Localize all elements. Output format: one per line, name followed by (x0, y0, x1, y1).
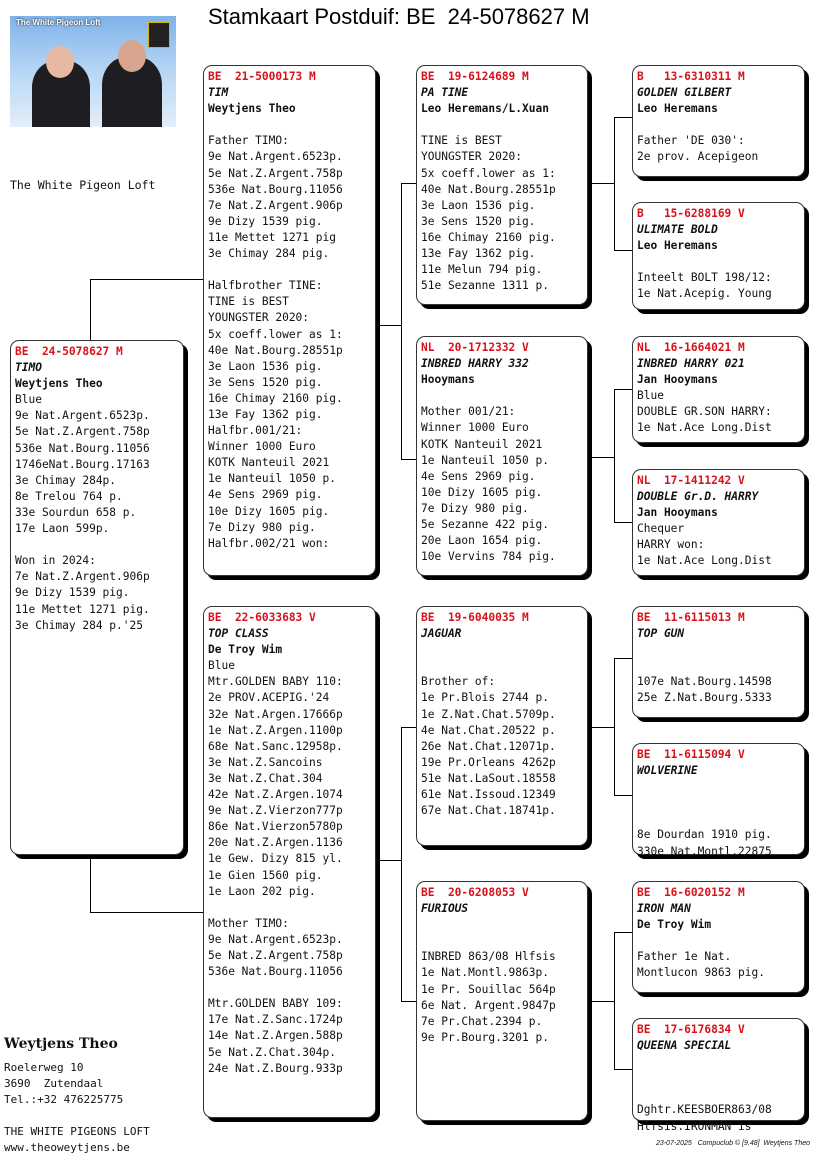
page-title: Stamkaart Postduif: BE 24-5078627 M (208, 4, 590, 29)
connector (614, 522, 632, 523)
result-line: 11e Melun 794 pig. (421, 263, 543, 277)
result-line: 1e Pr. Souillac 564p (421, 982, 556, 996)
result-line: DOUBLE GR.SON HARRY: (637, 405, 772, 419)
result-line (208, 262, 371, 278)
pigeon-name: JAGUAR (421, 627, 462, 641)
result-line: Winner 1000 Euro (421, 421, 529, 435)
result-line: Blue (208, 659, 235, 673)
result-line: 40e Nat.Bourg.28551p (421, 182, 556, 196)
result-line: 9e Dizy 1539 pig. (208, 214, 323, 228)
connector (90, 855, 91, 912)
result-line (208, 900, 371, 916)
pigeon-name: IRON MAN (637, 902, 691, 916)
person-left-head (46, 46, 74, 78)
pigeon-card-grandfather-maternal (416, 606, 588, 846)
pigeon-name: TIMO (15, 361, 42, 375)
result-line: 51e Nat.LaSout.18558 (421, 771, 556, 785)
result-line: 1e Nat.Acepig. Young (637, 287, 772, 301)
connector (588, 457, 614, 458)
result-line: 13e Fay 1362 pig. (421, 247, 536, 261)
ring-number: BE 16-6020152 M (637, 886, 745, 899)
result-line: 11e Mettet 1271 pig (208, 230, 336, 244)
result-line: 536e Nat.Bourg.11056 (208, 965, 343, 979)
result-line (208, 980, 371, 996)
result-line: 9e Nat.Argent.6523p. (208, 150, 343, 164)
ring-number: BE 19-6124689 M (421, 70, 529, 83)
connector (614, 795, 632, 796)
result-line: 330e Nat.Montl.22875 (637, 844, 772, 858)
connector (401, 727, 402, 1001)
result-line: 3e Chimay 284 pig. (208, 247, 330, 261)
result-line: 6e Nat. Argent.9847p (421, 998, 556, 1012)
ring-number: BE 20-6208053 V (421, 886, 529, 899)
result-line (637, 1086, 800, 1102)
result-line (15, 537, 179, 553)
result-line: Chequer (637, 522, 685, 536)
pigeon-name: TOP CLASS (208, 627, 269, 641)
result-line: 4e Sens 2969 pig. (421, 469, 536, 483)
connector (376, 860, 402, 861)
connector (614, 658, 632, 659)
result-line: 14e Nat.Z.Argen.588p (208, 1029, 343, 1043)
breeder-name: Jan Hooymans (637, 373, 718, 387)
result-line: 1e Nanteuil 1050 p. (208, 472, 336, 486)
pigeon-card-ggp-7 (632, 881, 805, 993)
pigeon-name: GOLDEN GILBERT (637, 86, 732, 100)
owner-city: 3690 Zutendaal (4, 1077, 104, 1090)
result-line: 20e Nat.Z.Argen.1136 (208, 836, 343, 850)
pigeon-card-grandmother-paternal (416, 336, 588, 576)
result-line: 1746eNat.Bourg.17163 (15, 457, 150, 471)
result-line: Brother of: (421, 675, 496, 689)
result-line: 51e Sezanne 1311 p. (421, 279, 549, 293)
result-line: Father 'DE 030': (637, 134, 745, 148)
result-line: Winner 1000 Euro (208, 440, 316, 454)
connector (376, 325, 402, 326)
ring-number: BE 11-6115013 M (637, 611, 745, 624)
result-line: 3e Chimay 284 p.'25 (15, 618, 143, 632)
result-line: 536e Nat.Bourg.11056 (15, 441, 150, 455)
result-line: 5e Nat.Z.Argent.758p (208, 166, 343, 180)
result-line: 4e Nat.Chat.20522 p. (421, 723, 556, 737)
breeder-name: Leo Heremans/L.Xuan (421, 102, 549, 116)
connector (614, 117, 615, 250)
result-line (637, 795, 800, 811)
result-line: 9e Pr.Bourg.3201 p. (421, 1030, 549, 1044)
result-line: 5e Nat.Z.Chat.304p. (208, 1045, 336, 1059)
result-line (421, 658, 583, 674)
pigeon-name: TOP GUN (637, 627, 685, 641)
result-line: Blue (15, 393, 42, 407)
result-line: YOUNGSTER 2020: (208, 311, 310, 325)
connector (614, 932, 632, 933)
owner-street: Roelerweg 10 (4, 1061, 84, 1074)
connector (588, 183, 614, 184)
breeder-name: De Troy Wim (208, 643, 283, 657)
breeder-name: Leo Heremans (637, 102, 718, 116)
breeder-name: Weytjens Theo (208, 102, 296, 116)
pigeon-card-ggp-6 (632, 743, 805, 858)
result-line: 3e Sens 1520 pig. (208, 375, 323, 389)
result-line: 9e Nat.Argent.6523p. (15, 409, 150, 423)
ring-number: BE 24-5078627 M (15, 345, 123, 358)
result-line: 8e Trelou 764 p. (15, 489, 123, 503)
pigeon-name: WOLVERINE (637, 764, 698, 778)
result-line: 107e Nat.Bourg.14598 (637, 675, 772, 689)
result-line: 68e Nat.Sanc.12958p. (208, 739, 343, 753)
result-line (208, 117, 371, 133)
pigeon-name: PA TINE (421, 86, 469, 100)
result-line: 5x coeff.lower as 1: (208, 327, 343, 341)
result-line: Father TIMO: (208, 134, 289, 148)
result-line: HARRY won: (637, 538, 705, 552)
loft-logo: The White Pigeon Loft (16, 18, 101, 27)
result-line: 5e Sezanne 422 pig. (421, 518, 549, 532)
connector (401, 183, 402, 459)
result-line: 17e Laon 599p. (15, 522, 110, 536)
result-line: 86e Nat.Vierzon5780p (208, 820, 343, 834)
breeder-name (421, 917, 583, 933)
result-line: KOTK Nanteuil 2021 (208, 456, 330, 470)
connector (614, 658, 615, 795)
ring-number: BE 21-5000173 M (208, 70, 316, 83)
connector (401, 1001, 417, 1002)
breeder-name: De Troy Wim (637, 918, 712, 932)
result-line (637, 1070, 800, 1086)
result-line: 1e Nat.Ace Long.Dist (637, 421, 772, 435)
result-line: 3e Laon 1536 pig. (208, 359, 323, 373)
pigeon-card-ggp-8 (632, 1018, 805, 1133)
pigeon-card-grandmother-maternal (416, 881, 588, 1121)
result-line: Mtr.GOLDEN BABY 110: (208, 675, 343, 689)
result-line: 5e Nat.Z.Argent.758p (208, 948, 343, 962)
footer-credit: 23-07-2025 Compuclub © [9.48] Weytjens Theo (655, 1140, 810, 1147)
owner-tel: Tel.:+32 476225775 (4, 1093, 124, 1106)
pigeon-name: ULIMATE BOLD (637, 223, 718, 237)
breeder-name: Hooymans (421, 373, 475, 387)
club-badge-icon (148, 22, 170, 48)
connector (401, 727, 417, 728)
result-line: 2e PROV.ACEPIG.'24 (208, 691, 330, 705)
result-line: 3e Laon 1536 pig. (421, 198, 536, 212)
result-line: 1e Nat.Montl.9863p. (421, 966, 549, 980)
result-line (421, 117, 583, 133)
pigeon-card-ggp-2 (632, 202, 805, 310)
connector (401, 183, 417, 184)
result-line: 5x coeff.lower as 1: (421, 166, 556, 180)
result-line (637, 658, 800, 674)
result-line: Dghtr.KEESBOER863/08 (637, 1103, 772, 1117)
result-line: 24e Nat.Z.Bourg.933p (208, 1061, 343, 1075)
result-line: Won in 2024: (15, 554, 96, 568)
result-line (637, 117, 800, 133)
result-line: Blue (637, 389, 664, 403)
result-line: 40e Nat.Bourg.28551p (208, 343, 343, 357)
result-line: 10e Dizy 1605 pig. (208, 504, 330, 518)
pigeon-card-ggp-4 (632, 469, 805, 576)
pigeon-name: INBRED HARRY 021 (637, 357, 745, 371)
result-line: 1e Nanteuil 1050 p. (421, 453, 549, 467)
result-line: 25e Z.Nat.Bourg.5333 (637, 691, 772, 705)
result-line: 16e Chimay 2160 pig. (208, 391, 343, 405)
pigeon-name: DOUBLE Gr.D. HARRY (637, 490, 759, 504)
result-line: 20e Laon 1654 pig. (421, 534, 543, 548)
connector (401, 459, 417, 460)
pigeon-card-subject (10, 340, 184, 855)
result-line: 9e Nat.Z.Vierzon777p (208, 804, 343, 818)
breeder-name: Weytjens Theo (15, 377, 103, 391)
pigeon-name: QUEENA SPECIAL (637, 1039, 732, 1053)
result-line: 9e Nat.Argent.6523p. (208, 932, 343, 946)
result-line: Inteelt BOLT 198/12: (637, 271, 772, 285)
connector (90, 912, 204, 913)
result-line: 3e Chimay 284p. (15, 473, 117, 487)
result-line: 17e Nat.Z.Sanc.1724p (208, 1013, 343, 1027)
owner-website[interactable]: www.theoweytjens.be (4, 1141, 130, 1154)
ring-number: BE 11-6115094 V (637, 748, 745, 761)
breeder-name (637, 642, 800, 658)
result-line: 1e Gien 1560 pig. (208, 868, 323, 882)
connector (614, 932, 615, 1069)
result-line: 1e Nat.Z.Argen.1100p (208, 723, 343, 737)
result-line: Halfbr.002/21 won: (208, 536, 330, 550)
connector (614, 389, 632, 390)
result-line: 67e Nat.Chat.18741p. (421, 804, 556, 818)
result-line: 61e Nat.Issoud.12349 (421, 788, 556, 802)
connector (614, 1069, 632, 1070)
result-line: 3e Nat.Z.Sancoins (208, 755, 323, 769)
result-line: 19e Pr.Orleans 4262p (421, 755, 556, 769)
ring-number: NL 16-1664021 M (637, 341, 745, 354)
loft-name: The White Pigeon Loft (10, 178, 156, 192)
result-line: 7e Nat.Z.Argent.906p (208, 198, 343, 212)
result-line: 1e Z.Nat.Chat.5709p. (421, 707, 556, 721)
breeder-name (637, 1054, 800, 1070)
breeder-name: Leo Heremans (637, 239, 718, 253)
pigeon-name: INBRED HARRY 332 (421, 357, 529, 371)
result-line (421, 933, 583, 949)
pigeon-card-mother (203, 606, 376, 1118)
result-line: 10e Vervins 784 pig. (421, 550, 556, 564)
result-line: 5e Nat.Z.Argent.758p (15, 425, 150, 439)
result-line: 9e Dizy 1539 pig. (15, 586, 130, 600)
result-line: Halfbr.001/21: (208, 424, 303, 438)
ring-number: B 13-6310311 M (637, 70, 745, 83)
result-line: 13e Fay 1362 pig. (208, 407, 323, 421)
result-line: 1e Gew. Dizy 815 yl. (208, 852, 343, 866)
result-line: 16e Chimay 2160 pig. (421, 230, 556, 244)
ring-number: B 15-6288169 V (637, 207, 745, 220)
breeder-name (421, 642, 583, 658)
ring-number: BE 22-6033683 V (208, 611, 316, 624)
pigeon-card-grandfather-paternal (416, 65, 588, 305)
result-line (421, 388, 583, 404)
result-line: KOTK Nanteuil 2021 (421, 437, 543, 451)
result-line: 3e Sens 1520 pig. (421, 214, 536, 228)
result-line: 32e Nat.Argen.17666p (208, 707, 343, 721)
breeder-name (637, 779, 800, 795)
pigeon-card-father (203, 65, 376, 576)
result-line: Father 1e Nat. (637, 950, 732, 964)
owner-loft: THE WHITE PIGEONS LOFT (4, 1125, 150, 1138)
result-line (637, 811, 800, 827)
pigeon-name: FURIOUS (421, 902, 469, 916)
person-right-head (118, 40, 146, 72)
connector (90, 279, 91, 340)
result-line: Montlucon 9863 pig. (637, 966, 765, 980)
ring-number: BE 19-6040035 M (421, 611, 529, 624)
result-line: 2e prov. Acepigeon (637, 150, 759, 164)
result-line (637, 254, 800, 270)
ring-number: BE 17-6176834 V (637, 1023, 745, 1036)
result-line: Mother TIMO: (208, 916, 289, 930)
connector (90, 279, 204, 280)
breeder-name: Jan Hooymans (637, 506, 718, 520)
connector (614, 117, 632, 118)
result-line (637, 933, 800, 949)
result-line: Mtr.GOLDEN BABY 109: (208, 997, 343, 1011)
result-line: INBRED 863/08 Hlfsis (421, 950, 556, 964)
result-line: 7e Dizy 980 pig. (208, 520, 316, 534)
ring-number: NL 17-1411242 V (637, 474, 745, 487)
result-line: 1e Nat.Ace Long.Dist (637, 554, 772, 568)
result-line: 26e Nat.Chat.12071p. (421, 739, 556, 753)
pigeon-card-ggp-5 (632, 606, 805, 718)
owner-name: Weytjens Theo (4, 1036, 118, 1052)
result-line: Mother 001/21: (421, 405, 516, 419)
connector (614, 389, 615, 522)
result-line: 7e Dizy 980 pig. (421, 501, 529, 515)
result-line: 11e Mettet 1271 pig. (15, 602, 150, 616)
pigeon-card-ggp-3 (632, 336, 805, 443)
result-line: YOUNGSTER 2020: (421, 150, 523, 164)
result-line: TINE is BEST (208, 295, 289, 309)
connector (588, 727, 614, 728)
result-line: 1e Pr.Blois 2744 p. (421, 691, 549, 705)
ring-number: NL 20-1712332 V (421, 341, 529, 354)
result-line: TINE is BEST (421, 134, 502, 148)
result-line: 7e Pr.Chat.2394 p. (421, 1014, 543, 1028)
result-line: 7e Nat.Z.Argent.906p (15, 570, 150, 584)
pigeon-card-ggp-1 (632, 65, 805, 177)
owner-block (4, 1036, 150, 1156)
result-line: 1e Laon 202 pig. (208, 884, 316, 898)
result-line: 8e Dourdan 1910 pig. (637, 828, 772, 842)
connector (588, 1001, 614, 1002)
result-line: 536e Nat.Bourg.11056 (208, 182, 343, 196)
result-line: 4e Sens 2969 pig. (208, 488, 323, 502)
result-line: Hlfsis.IRONMAN is (637, 1119, 752, 1133)
pigeon-name: TIM (208, 86, 229, 100)
connector (614, 250, 632, 251)
result-line: Halfbrother TINE: (208, 279, 323, 293)
result-line: 42e Nat.Z.Argen.1074 (208, 788, 343, 802)
result-line: 33e Sourdun 658 p. (15, 505, 137, 519)
loft-photo (10, 16, 176, 127)
result-line: 10e Dizy 1605 pig. (421, 485, 543, 499)
result-line: 3e Nat.Z.Chat.304 (208, 771, 323, 785)
